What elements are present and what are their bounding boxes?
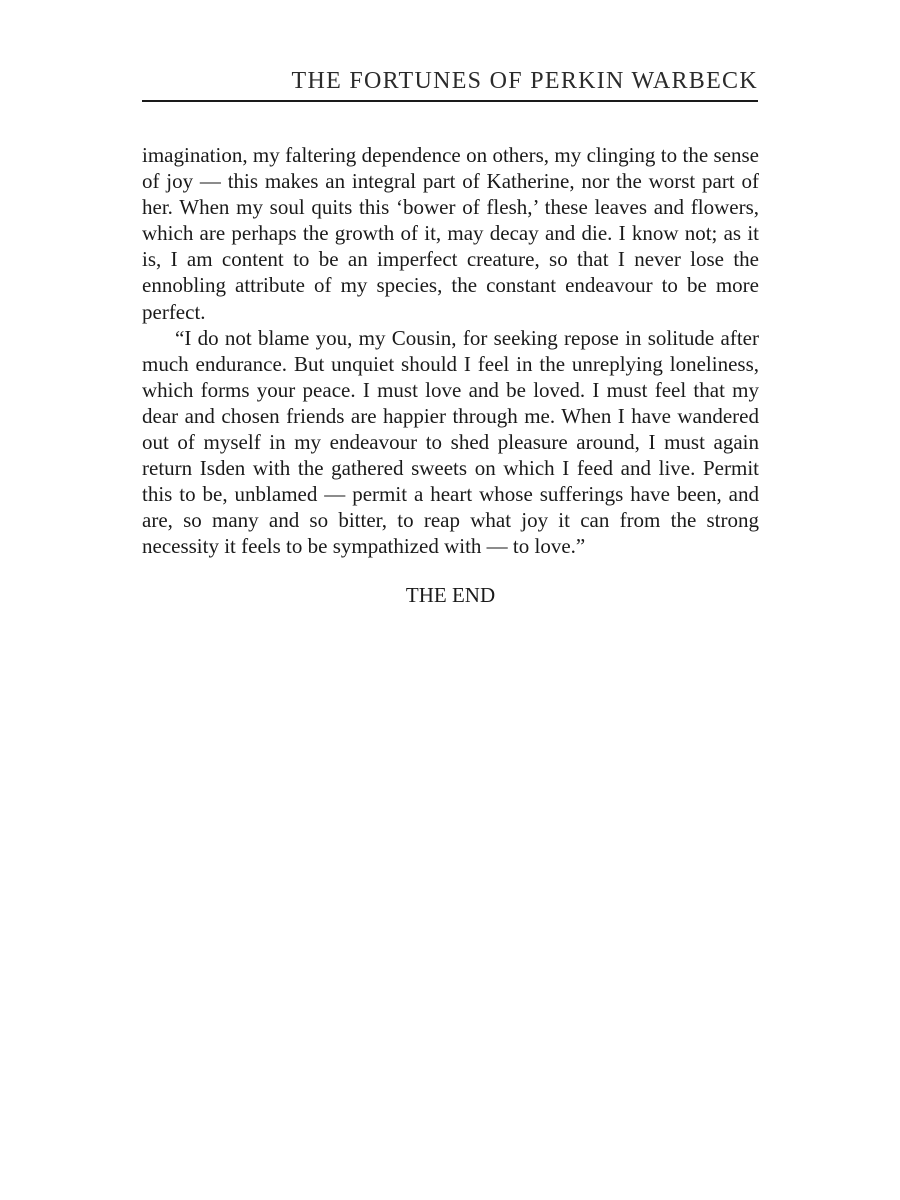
paragraph-1: imagination, my faltering dependence on others, my clinging to the sense of joy — this makes an integral part of Katherine, nor the worst part of her. When my soul quits this ‘bower of flesh,’ these leaves and flowers, which are perhaps the growth of it, may decay and die. I know not; as it is, I am content to be an imperfect creature, so that I never lose the ennobling attribute of my species, the constant endeavour to be more perfect.	[142, 143, 759, 324]
header-rule	[142, 100, 758, 102]
the-end-heading: THE END	[405, 582, 496, 607]
body-text	[142, 142, 759, 608]
paragraph-2: “I do not blame you, my Cousin, for seeking repose in solitude after much endurance. But unquiet should I feel in the unreplying loneliness, which forms your peace. I must love and be loved. I must feel that my dear and chosen friends are happier through me. When I have wandered out of myself in my endeavour to shed pleasure around, I must again return Isden with the gathered sweets on which I feed and live. Permit this to be, unblamed — permit a heart whose sufferings have been, and are, so many and so bitter, to reap what joy it can from the strong necessity it feels to be sympathized with — to love.”	[142, 325, 759, 559]
running-head: THE FORTUNES OF PERKIN WARBECK	[291, 68, 758, 94]
